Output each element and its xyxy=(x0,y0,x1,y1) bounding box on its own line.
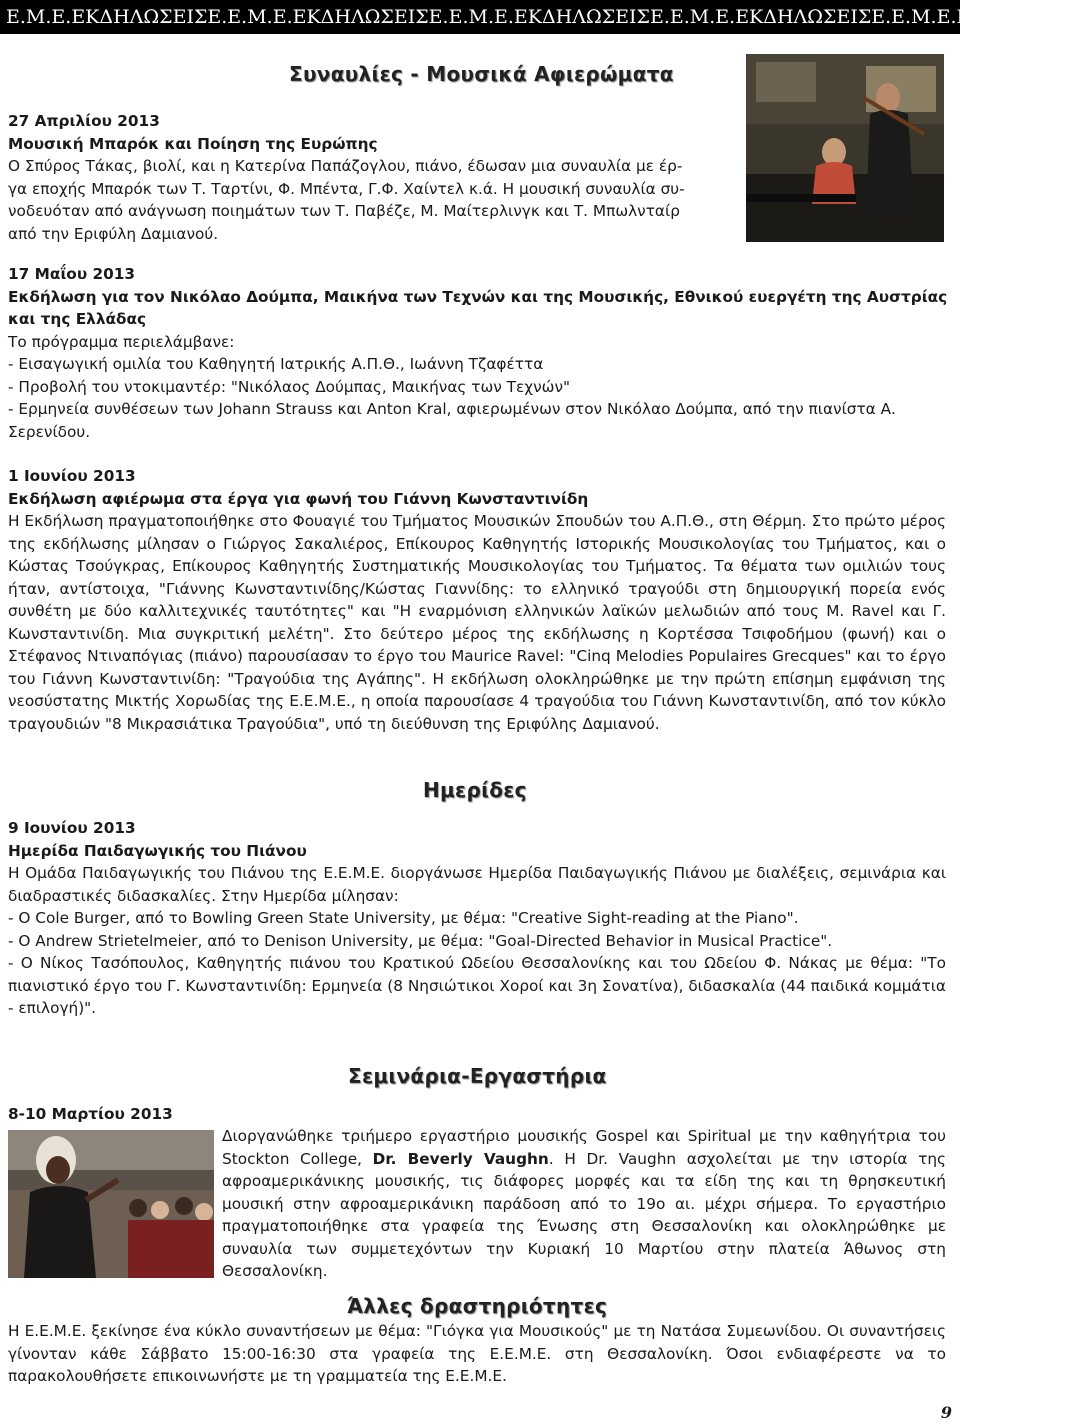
text-part: . H Dr. Vaughn ασχολείται με την ιστορία της αφροαμερικάνικης μουσικής, τις διάφορες μορφές και τα είδη της και τη θρησκευτική μουσική στην αφροαμερικάνικη παράδοση από το 19ο αι. μέχρι σήμερα. Το εργαστήριο πραγματοποιήθηκε στα γραφεία της Ένωσης στη Θεσσαλονίκη και ολοκληρώθηκε με συναυλία των συμμετεχόντων την Κυριακή 10 Μαρτίου στην πλατεία Άθωνος στη Θεσσαλονίκη. xyxy=(222,1149,947,1280)
event-text: Η Ομάδα Παιδαγωγικής του Πιάνου της Ε.Ε.Μ.Ε. διοργάνωσε Ημερίδα Παιδαγωγικής Πιάνου με διαλέξεις, σεμινάρια και διαδραστικές διδασκαλίες. Στην Ημερίδα μίλησαν: xyxy=(8,864,946,905)
event-jun1 xyxy=(8,465,946,735)
event-date: 27 Απριλίου 2013 xyxy=(8,112,160,130)
event-intro: Το πρόγραμμα περιελάμβανε: xyxy=(8,332,235,351)
section-title-other: Άλλες δραστηριότητες xyxy=(347,1294,608,1318)
section-title-daymeet: Ημερίδες xyxy=(423,778,527,802)
event-title: Ημερίδα Παιδαγωγικής του Πιάνου xyxy=(8,841,307,860)
header-banner: Ε.Μ.Ε.ΕΚΔΗΛΩΣΕΙΣΕ.Ε.Μ.Ε.ΕΚΔΗΛΩΣΕΙΣΕ.Ε.Μ.Ε.ΕΚΔΗΛΩΣΕΙΣΕ.Ε.Μ.Ε.ΕΚΔΗΛΩΣΕΙΣΕ.Ε.Μ.Ε.ΕΚΔΗΛΩΣΕ xyxy=(0,0,960,34)
event-apr27 xyxy=(8,110,744,245)
seminar-date xyxy=(8,1103,308,1126)
event-date: 9 Ιουνίου 2013 xyxy=(8,819,136,837)
choir-conductor-image xyxy=(8,1130,214,1278)
event-text xyxy=(222,1125,946,1283)
concert-photo xyxy=(746,54,944,242)
event-text: Η Εκδήλωση πραγματοποιήθηκε στο Φουαγιέ του Τμήματος Μουσικών Σπουδών του Α.Π.Θ., στη Θέρμη. Στο πρώτο μέρος της εκδήλωσης μίλησαν ο Γιώργος Σακαλιέρος, Επίκουρος Καθηγητής Ιστορικής Μουσικολογίας του Τμήματος, και ο Κώστας Τσούγκρας, Επίκουρος Καθηγητής Συστηματικής Μουσικολογίας του Τμήματος. Τα θέματα των ομιλιών τους ήταν, αντίστοιχα, "Γιάννης Κωνσταντινίδης/Κώστας Γιαννίδης: το ελληνικό τραγούδι στη δημιουργική πορεία ενός συνθέτη με δύο καλλιτεχνικές ταυτότητες" και "Η εναρμόνιση ελληνικών λαϊκών μελωδιών από τους M. Ravel και Γ. Κωνσταντινίδη. Μια συγκριτική μελέτη". Στο δεύτερο μέρος της εκδήλωσης η Κορτέσσα Τσιφοδήμου (φωνή) και ο Στέφανος Ντιναπόγιας (πιάνο) παρουσίασαν το έργο του Maurice Ravel: "Cinq Melodies Populaires Grecques" και το έργο του Γιάννη Κωνσταντινίδη: "Τραγούδια της Αγάπης". Η εκδήλωση ολοκληρώθηκε με την πρώτη επίσημη εμφάνιση της νεοσύστατης Μικτής Χορωδίας της Ε.Ε.Μ.Ε., η οποία παρουσίασε 4 τραγούδια του Γιάννη Κωνσταντινίδη, από τον κύκλο τραγουδιών "8 Μικρασιάτικα Τραγούδια", υπό τη διεύθυνση της Εριφύλης Δαμιανού. xyxy=(8,512,946,733)
event-date: 8-10 Μαρτίου 2013 xyxy=(8,1105,173,1123)
event-date: 17 Μαΐου 2013 xyxy=(8,265,136,283)
program-item: - Προβολή του ντοκιμαντέρ: "Νικόλαος Δούμπας, Μαικήνας των Τεχνών" xyxy=(8,377,571,396)
speaker-item: - Ο Andrew Strietelmeier, από το Denison University, με θέμα: "Goal-Directed Behavior in Musical Practice". xyxy=(8,931,833,950)
page-number: 9 xyxy=(940,1403,952,1422)
event-title: Μουσική Μπαρόκ και Ποίηση της Ευρώπης xyxy=(8,134,378,153)
event-text-line: νοδευόταν από ανάγνωση ποιημάτων των Τ. Παβέζε, Μ. Μαίτερλινγκ και Τ. Μπωλνταίρ xyxy=(8,202,680,220)
speaker-item: - Ο Νίκος Τασόπουλος, Καθηγητής πιάνου του Κρατικού Ωδείου Θεσσαλονίκης και του Ωδείου Φ. Νάκας με θέμα: "Το πιανιστικό έργο του Γ. Κωνσταντινίδη: Ερμηνεία (8 Νησιώτικοι Χοροί και 3η Σονατίνα), διδασκαλία (44 παιδικά κομμάτια - επιλογή)". xyxy=(8,954,946,1017)
seminar-text xyxy=(222,1125,946,1283)
text-part: Διοργανώθηκε τριήμερο εργαστήριο μουσικής Gospel και Spiritual με την καθηγήτρια του Stockton College, xyxy=(222,1127,946,1168)
program-item: - Εισαγωγική ομιλία του Καθηγητή Ιατρικής Α.Π.Θ., Ιωάννη Τζαφέττα xyxy=(8,355,544,373)
section-title-concerts: Συναυλίες - Μουσικά Αφιερώματα xyxy=(289,62,674,86)
gospel-photo xyxy=(8,1130,214,1278)
speaker-item: - Ο Cole Burger, από το Bowling Green State University, με θέμα: "Creative Sight-reading at the Piano". xyxy=(8,909,799,927)
program-item: - Ερμηνεία συνθέσεων των Johann Strauss και Anton Kral, αφιερωμένων στον Νικόλαο Δούμπα, από την πιανίστα Α. Σερενίδου. xyxy=(8,400,896,441)
event-text-line: γα εποχής Μπαρόκ των Τ. Ταρτίνι, Φ. Μπέντα, Γ.Φ. Χαίντελ κ.ά. Η μουσική συναυλία συ- xyxy=(8,179,685,198)
violinist-pianist-image xyxy=(746,54,944,242)
event-text-line: Ο Σπύρος Τάκας, βιολί, και η Κατερίνα Παπάζογλου, πιάνο, έδωσαν μια συναυλία με έρ- xyxy=(8,157,683,175)
event-date: 1 Ιουνίου 2013 xyxy=(8,467,136,485)
event-text-line: από την Εριφύλη Δαμιανού. xyxy=(8,224,219,243)
section-title-seminars: Σεμινάρια-Εργαστήρια xyxy=(348,1064,607,1088)
other-text xyxy=(8,1320,946,1388)
event-jun9 xyxy=(8,817,946,1020)
event-text: Η Ε.Ε.Μ.Ε. ξεκίνησε ένα κύκλο συναντήσεων με θέμα: "Γιόγκα για Μουσικούς" με τη Νατάσα Συμεωνίδου. Οι συναντήσεις γίνονταν κάθε Σάββατο 15:00-16:30 στα γραφεία της Ε.Ε.Μ.Ε. στη Θεσσαλονίκη. Όσοι ενδιαφέρεστε να το παρακολουθήσετε επικοινωνήστε με τη γραμματεία της Ε.Ε.Μ.Ε. xyxy=(8,1322,946,1385)
event-title: Εκδήλωση για τον Νικόλαο Δούμπα, Μαικήνα των Τεχνών και της Μουσικής, Εθνικού ευεργέτη της Αυστρίας και της Ελλάδας xyxy=(8,287,948,328)
event-may17 xyxy=(8,263,948,443)
instructor-name: Dr. Beverly Vaughn xyxy=(372,1149,549,1168)
event-title: Εκδήλωση αφιέρωμα στα έργα για φωνή του Γιάννη Κωνσταντινίδη xyxy=(8,489,589,508)
